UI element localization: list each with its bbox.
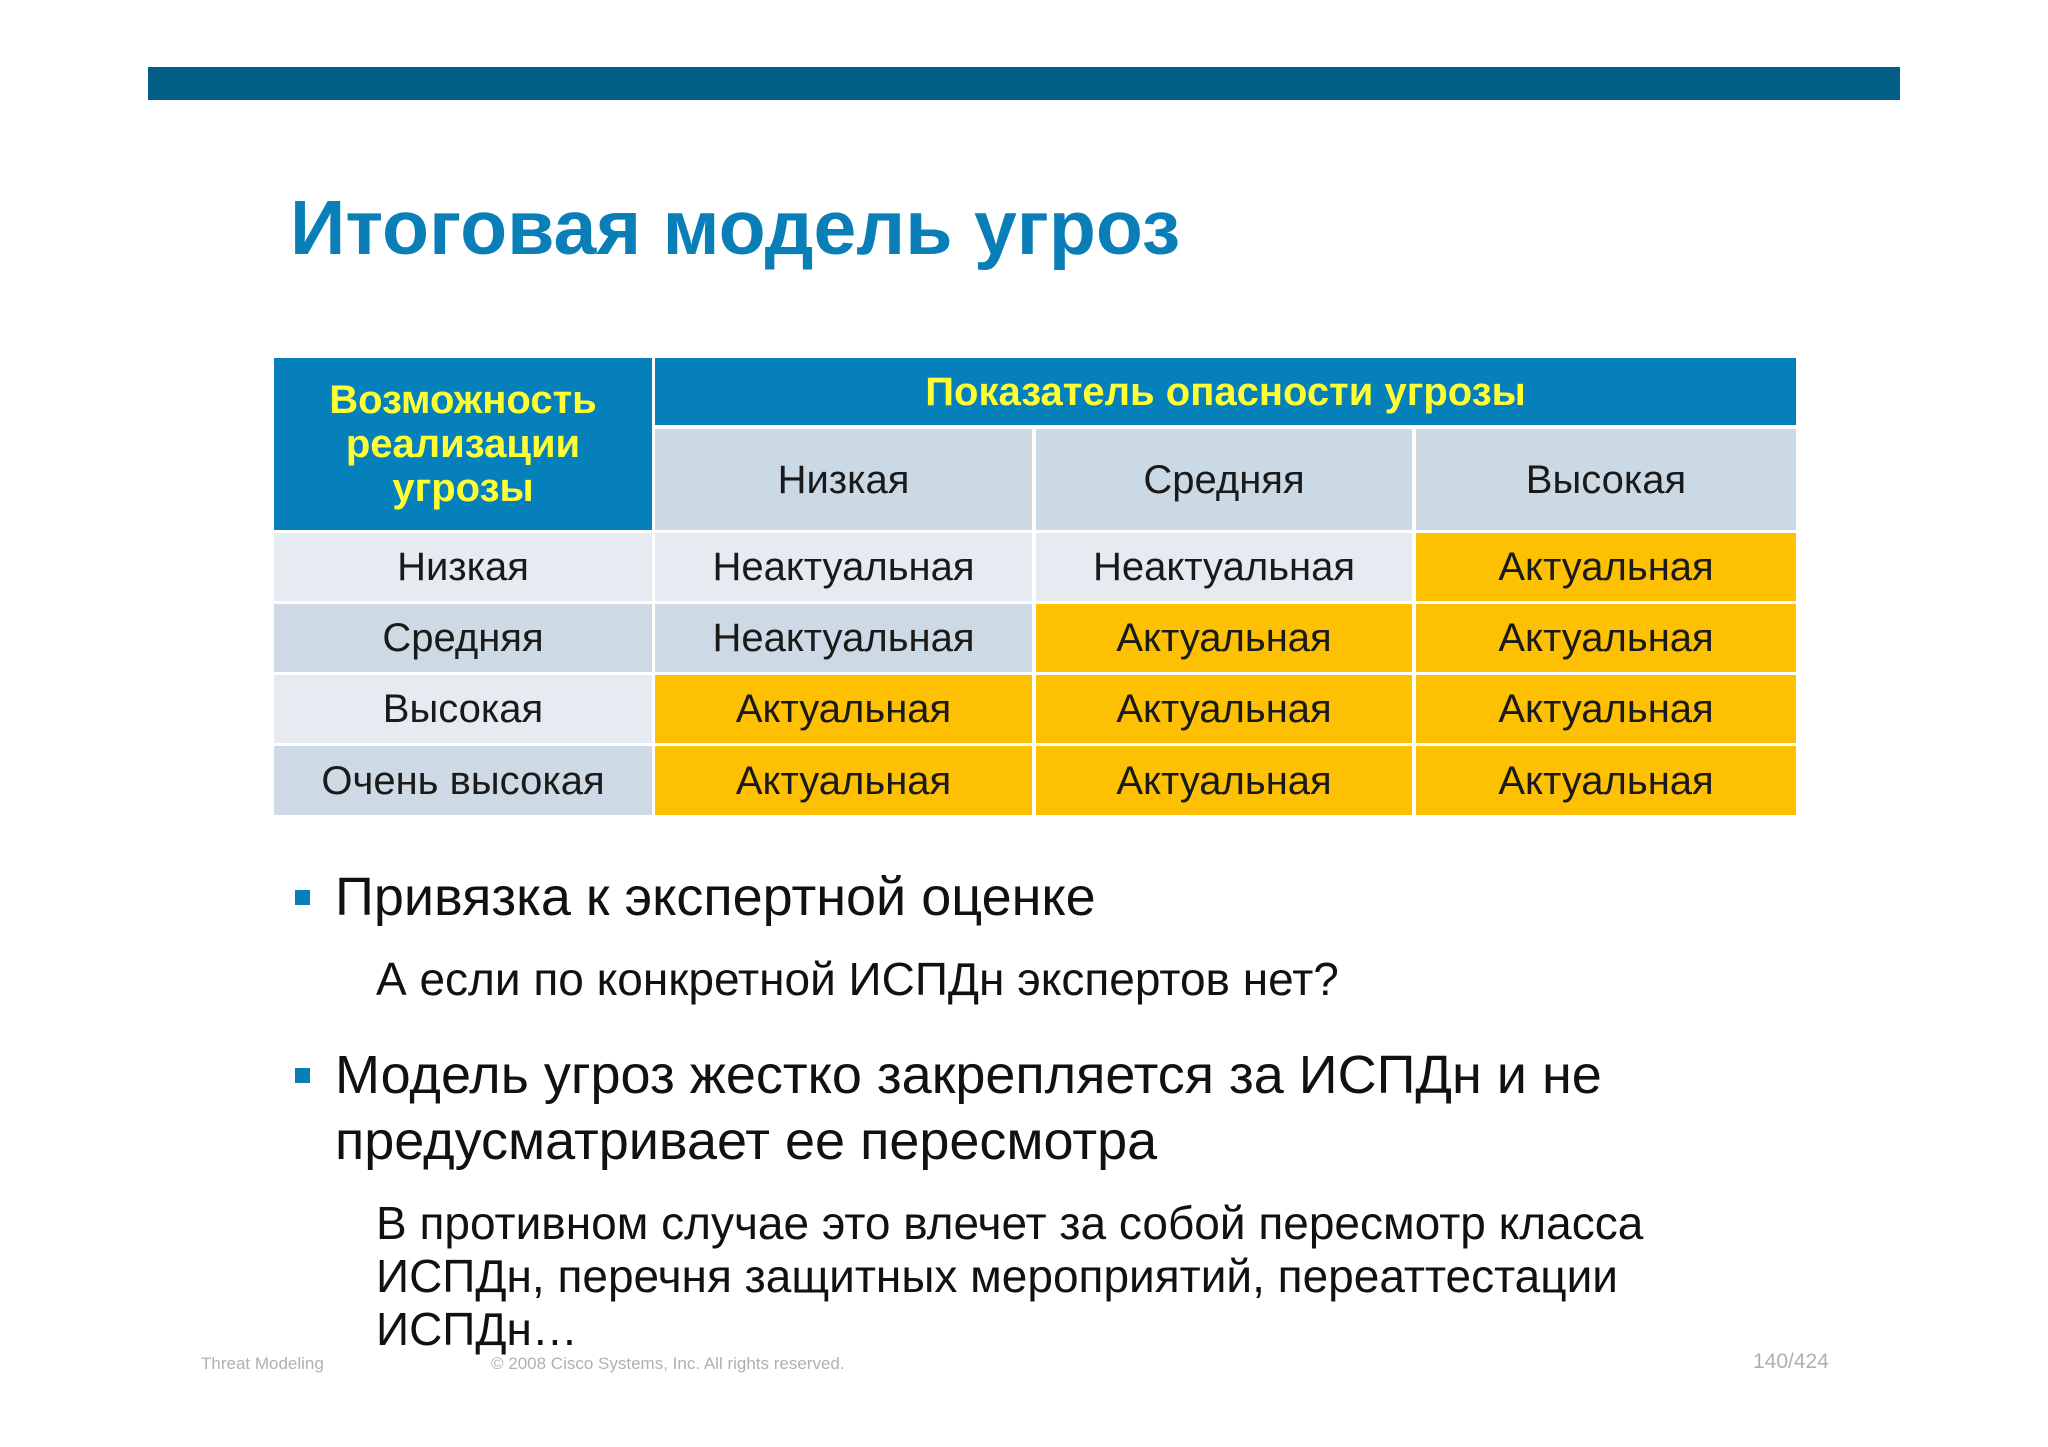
- threat-model-table: [274, 358, 1796, 818]
- footer-copyright: © 2008 Cisco Systems, Inc. All rights reserved.: [491, 1354, 845, 1373]
- table-cell: Актуальная: [1036, 604, 1412, 672]
- table-cell: Актуальная: [655, 675, 1032, 743]
- table-cell: Неактуальная: [655, 533, 1032, 601]
- sub-bullet-text: ИСПДн…: [376, 1303, 578, 1355]
- page-number: 140/424: [1753, 1350, 1829, 1373]
- bullet-square-icon: [295, 890, 310, 905]
- table-cell: Актуальная: [1036, 746, 1412, 815]
- row-header-line: Возможность: [329, 378, 597, 422]
- top-accent-bar: [148, 67, 1900, 100]
- row-label: Высокая: [274, 675, 652, 743]
- table-cell: Актуальная: [1036, 675, 1412, 743]
- sub-bullet-text: ИСПДн, перечня защитных мероприятий, переаттестации: [376, 1250, 1618, 1302]
- table-cell: Актуальная: [655, 746, 1032, 815]
- table-cell: Неактуальная: [655, 604, 1032, 672]
- sub-bullet-text: В противном случае это влечет за собой пересмотр класса: [376, 1197, 1644, 1249]
- row-header-cell: [274, 358, 652, 530]
- table-cell: Неактуальная: [1036, 533, 1412, 601]
- bullet-text: предусматривает ее пересмотра: [335, 1111, 1158, 1171]
- column-header-low: Низкая: [655, 429, 1032, 530]
- row-label: Средняя: [274, 604, 652, 672]
- table-cell: Актуальная: [1416, 533, 1796, 601]
- row-label: Низкая: [274, 533, 652, 601]
- row-label: Очень высокая: [274, 746, 652, 815]
- footer-left: Threat Modeling: [201, 1354, 324, 1373]
- table-cell: Актуальная: [1416, 604, 1796, 672]
- sub-bullet-text: А если по конкретной ИСПДн экспертов нет?: [376, 953, 1339, 1005]
- row-header-line: угрозы: [392, 466, 534, 510]
- slide-title: Итоговая модель угроз: [290, 185, 1181, 271]
- bullet-text: Модель угроз жестко закрепляется за ИСПДн и не: [335, 1045, 1602, 1105]
- column-header-medium: Средняя: [1036, 429, 1412, 530]
- bullet-text: Привязка к экспертной оценке: [335, 867, 1096, 927]
- column-group-header: Показатель опасности угрозы: [655, 358, 1796, 425]
- table-cell: Актуальная: [1416, 746, 1796, 815]
- row-header-line: реализации: [345, 422, 581, 466]
- bullet-square-icon: [295, 1068, 310, 1083]
- column-header-high: Высокая: [1416, 429, 1796, 530]
- table-cell: Актуальная: [1416, 675, 1796, 743]
